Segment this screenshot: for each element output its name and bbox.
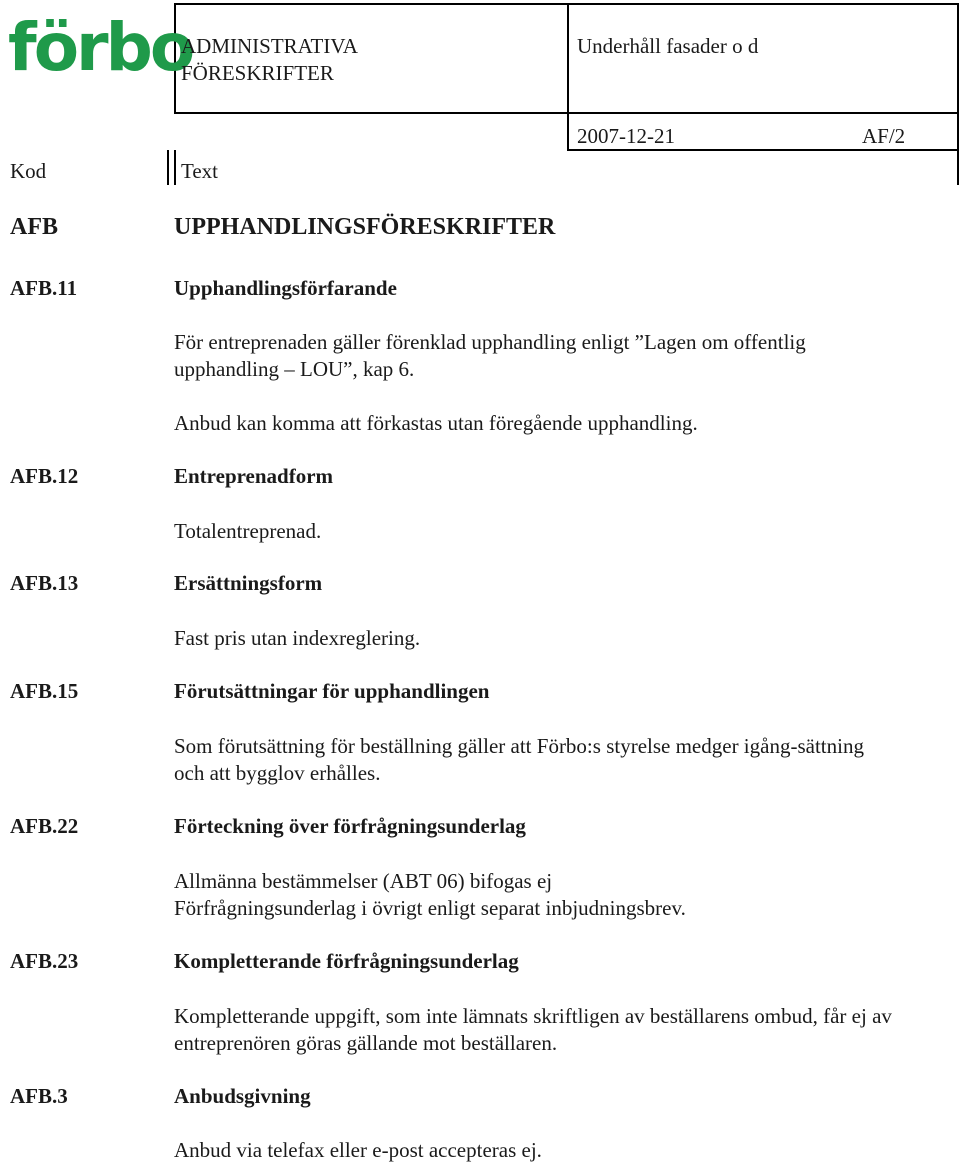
section-paragraph: Som förutsättning för beställning gäller att Förbo:s styrelse medger igång-sättning och att bygglov erhålles. <box>174 734 864 785</box>
column-divider-text <box>174 150 176 185</box>
forbo-logo <box>6 2 193 86</box>
project-title: Underhåll fasader o d <box>577 34 759 58</box>
section-paragraph: För entreprenaden gäller förenklad upphandling enligt ”Lagen om offentlig upphandling – LOU”, kap 6. <box>174 330 806 381</box>
section-paragraph: Kompletterande uppgift, som inte lämnats skriftligen av beställarens ombud, får ej av entreprenören göras gällande mot beställaren. <box>174 1004 892 1055</box>
section-heading: Upphandlingsförfarande <box>174 276 397 300</box>
section-code: AFB.23 <box>10 949 79 973</box>
header-right-border <box>957 3 959 185</box>
section-code: AFB.13 <box>10 571 79 595</box>
section-heading: UPPHANDLINGSFÖRESKRIFTER <box>174 214 556 240</box>
document-header <box>0 0 960 185</box>
section-paragraph: Totalentreprenad. <box>174 519 322 543</box>
section-heading: Ersättningsform <box>174 571 323 595</box>
section-paragraph: Anbud via telefax eller e-post accepteras ej. <box>174 1138 542 1162</box>
section-heading: Entreprenadform <box>174 464 334 488</box>
section-paragraph: Fast pris utan indexreglering. <box>174 626 421 650</box>
document-date: 2007-12-21 <box>577 124 675 148</box>
section-code: AFB.11 <box>10 276 78 300</box>
section-paragraph: Förfrågningsunderlag i övrigt enligt separat inbjudningsbrev. <box>174 896 686 920</box>
column-divider-code <box>167 150 169 185</box>
section-heading: Förteckning över förfrågningsunderlag <box>174 814 526 838</box>
section-code: AFB.3 <box>10 1084 68 1108</box>
header-center-divider <box>567 3 569 151</box>
section-heading: Kompletterande förfrågningsunderlag <box>174 949 519 973</box>
doc-type-line2: FÖRESKRIFTER <box>181 61 334 85</box>
section-paragraph: Allmänna bestämmelser (ABT 06) bifogas ej <box>174 869 553 893</box>
section-heading: Förutsättningar för upphandlingen <box>174 679 490 703</box>
page-number: AF/2 <box>862 124 906 148</box>
section-heading: Anbudsgivning <box>174 1084 311 1108</box>
section-code: AFB.12 <box>10 464 79 488</box>
column-header-code: Kod <box>10 159 47 183</box>
section-code: AFB.22 <box>10 814 79 838</box>
section-code: AFB <box>10 214 58 240</box>
column-header-text: Text <box>181 159 219 183</box>
logo-wordmark: förbo <box>8 9 193 86</box>
doc-type-line1: ADMINISTRATIVA <box>181 34 358 58</box>
section-paragraph: Anbud kan komma att förkastas utan föregående upphandling. <box>174 411 698 435</box>
section-code: AFB.15 <box>10 679 79 703</box>
